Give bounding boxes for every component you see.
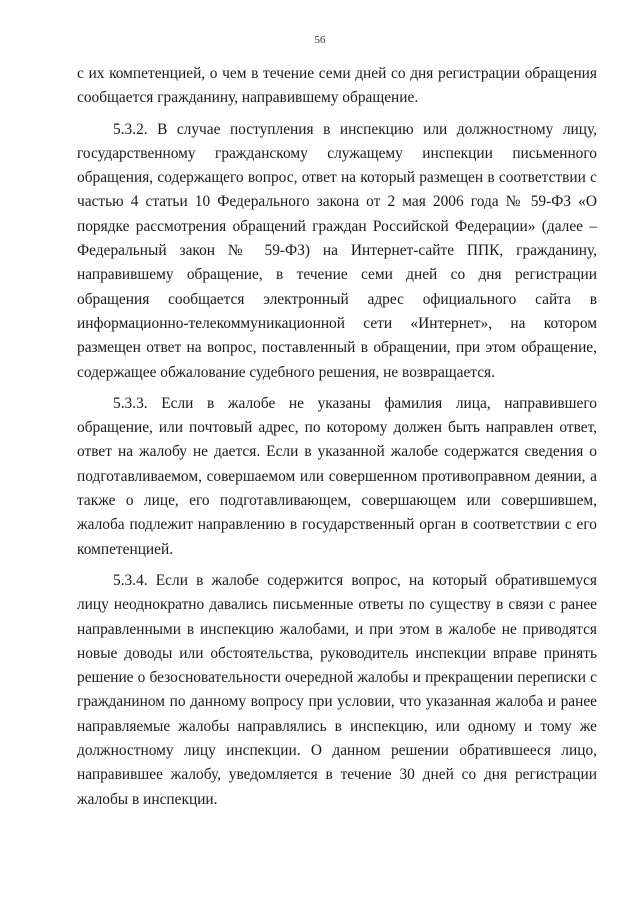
paragraph-5-3-4: 5.3.4. Если в жалобе содержится вопрос, на который обратившемуся лицу неоднократно давались письменные ответы по существу в связи с ранее направленными в инспекцию жалобами, и при этом в жалобе не приводятся новые доводы или обстоятельства, руководитель инспекции вправе принять решение о безосновательности очередной жалобы и прекращении переписки с гражданином по данному вопросу при условии, что указанная жалоба и ранее направляемые жалобы направлялись в инспекцию, или одному и тому же должностному лицу инспекции. О данном решении обратившееся лицо, направившее жалобу, уведомляется в течение 30 дней со дня регистрации жалобы в инспекции. bbox=[77, 571, 597, 808]
page-number: 56 bbox=[314, 34, 326, 46]
document-body bbox=[77, 62, 597, 819]
paragraph-5-3-2: 5.3.2. В случае поступления в инспекцию или должностному лицу, государственному гражданскому служащему инспекции письменного обращения, содержащего вопрос, ответ на который размещен в соответствии с частью 4 статьи 10 Федерального закона от 2 мая 2006 года № 59-ФЗ «О порядке рассмотрения обращений граждан Российской Федерации» (далее – Федеральный закон № 59-ФЗ) на Интернет-сайте ППК, гражданину, направившему обращение, в течение семи дней со дня регистрации обращения сообщается электронный адрес официального сайта в информационно-телекоммуникационной сети «Интернет», на котором размещен ответ на вопрос, поставленный в обращении, при этом обращение, содержащее обжалование судебного решения, не возвращается. bbox=[77, 120, 597, 381]
paragraph-continuation: с их компетенцией, о чем в течение семи дней со дня регистрации обращения сообщается гражданину, направившему обращение. bbox=[77, 65, 597, 107]
paragraph-5-3-3: 5.3.3. Если в жалобе не указаны фамилия лица, направившего обращение, или почтовый адрес, по которому должен быть направлен ответ, ответ на жалобу не дается. Если в указанной жалобе содержатся сведения о подготавливаемом, совершаемом или совершенном противоправном деянии, а также о лице, его подготавливающем, совершающем или совершившем, жалоба подлежит направлению в государственный орган в соответствии с его компетенцией. bbox=[77, 394, 597, 558]
